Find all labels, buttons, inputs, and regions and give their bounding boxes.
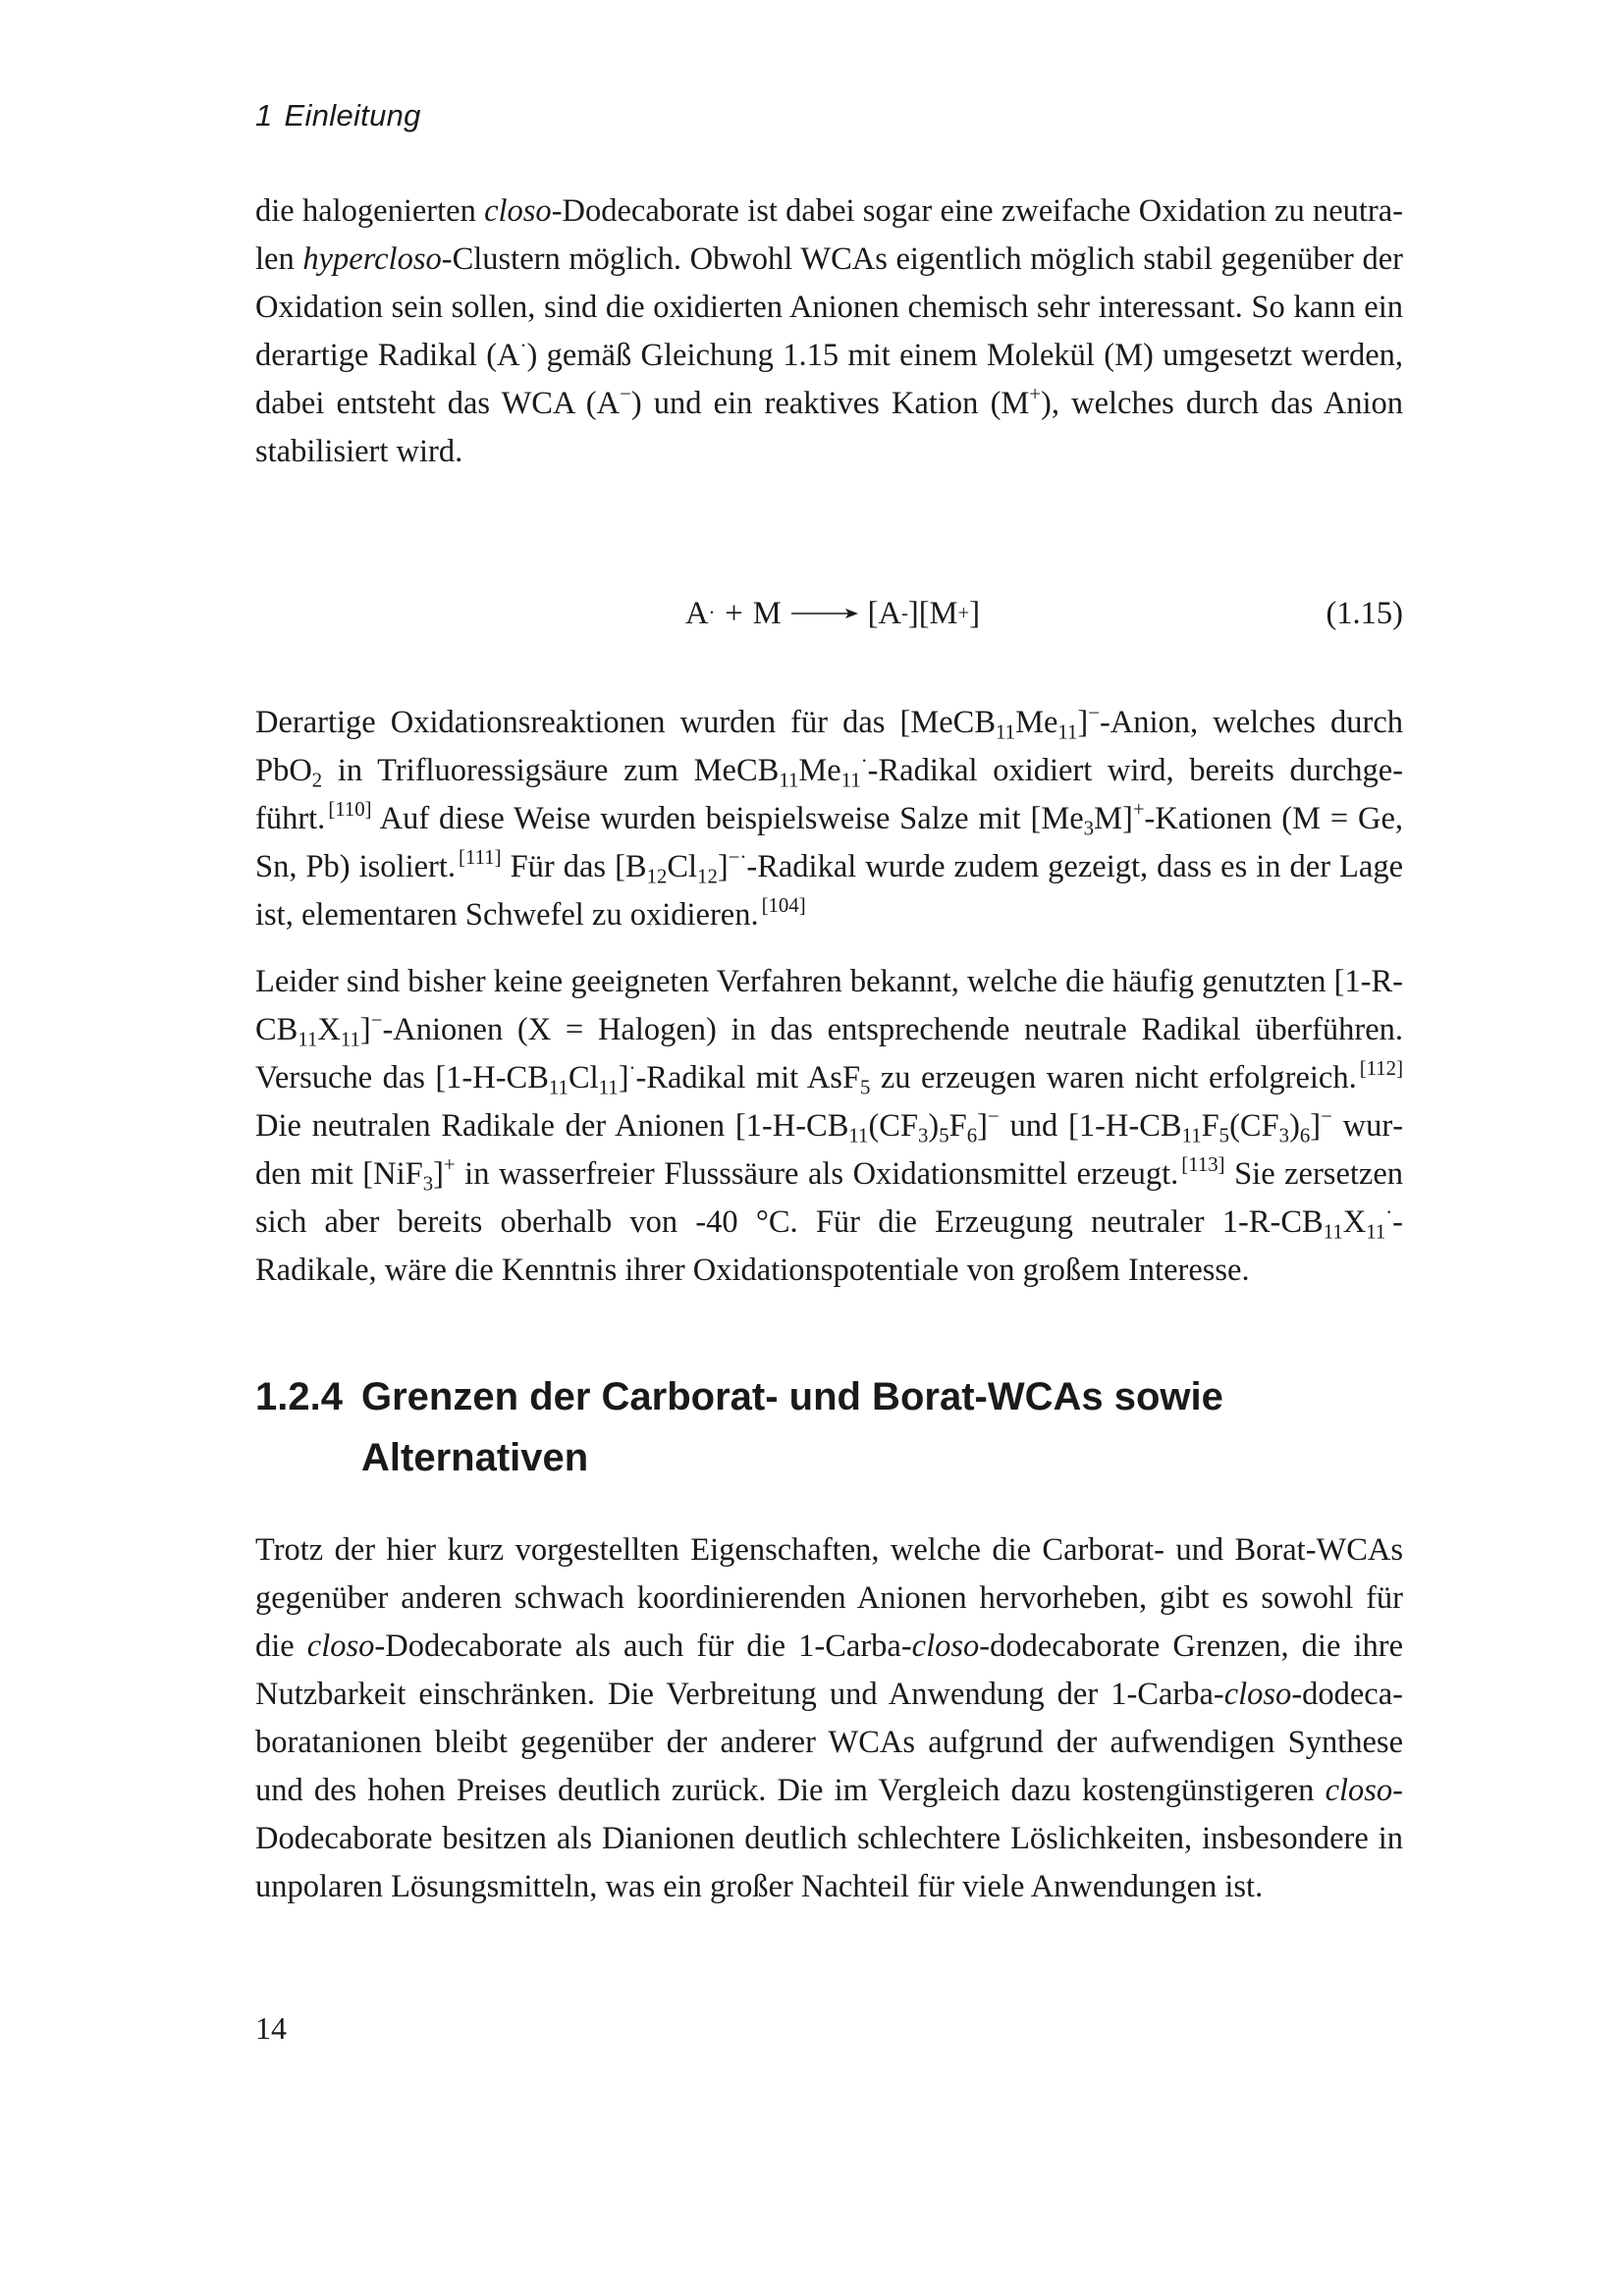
text-run: -Dodecaborate besitzen als Dianionen deutlich schlechtere Löslichkeiten, insbesondere in unpolaren Lösungsmitteln, was ein großer Nachteil für viele Anwendungen ist. (255, 1773, 1403, 1904)
paragraph-oxidation-reactions (255, 699, 1403, 939)
eq-plus: + (725, 595, 743, 631)
subscript: 11 (779, 769, 799, 792)
superscript: − (620, 383, 631, 406)
subscript: 12 (646, 865, 668, 888)
page-number: 14 (255, 2010, 287, 2046)
superscript: − (1088, 702, 1100, 725)
text-run: (CF (1229, 1108, 1279, 1144)
text-run: ) gemäß Gleichung 1.15 mit einem Molekül (M) umgesetzt werden, dabei entsteht das WCA (A (255, 338, 1404, 421)
running-header (255, 98, 421, 133)
text-run: ] (717, 849, 729, 884)
subscript: 5 (1218, 1124, 1230, 1148)
text-run: -Dodecaborate ist dabei sogar eine zweifache Oxidation zu neutralen (255, 193, 1403, 277)
text-run: ), welches durch das Anion stabilisiert wird. (255, 386, 1403, 469)
subscript: 3 (1083, 817, 1095, 840)
superscript: · (628, 1057, 636, 1081)
text-run: ] (359, 1012, 371, 1047)
italic-term: closo (1325, 1773, 1393, 1808)
text-run: M] (1094, 801, 1133, 836)
text-run: F (1201, 1108, 1219, 1144)
superscript: − (987, 1105, 1000, 1129)
text-run: Leider sind bisher keine geeigneten Verfahren bekannt, welche die häufig genutzten [1-R-CB (255, 964, 1403, 1047)
text-run: -Radikal wurde zudem gezeigt, dass es in der Lage ist, elementaren Schwefel zu oxidieren. (255, 849, 1403, 933)
paragraph-radical-generation (255, 958, 1403, 1295)
text-run: Für das [B (501, 849, 647, 884)
paragraph-limitations (255, 1526, 1403, 1911)
subscript: 11 (1366, 1220, 1386, 1244)
subscript: 11 (1323, 1220, 1343, 1244)
text-run: in wasserfreier Flusssäure als Oxidationsmittel erzeugt. (455, 1156, 1179, 1192)
subscript: 3 (1278, 1124, 1290, 1148)
chapter-number: 1 (255, 98, 273, 133)
subscript: 12 (697, 865, 718, 888)
citation-ref[interactable]: [110] (328, 798, 372, 822)
eq-product-close: ] (969, 595, 981, 631)
equation-number: (1.15) (1326, 596, 1403, 631)
text-run: Sie zersetzen sich aber bereits oberhalb von -40 °C. Für die Erzeugung neutraler 1-R-CB (255, 1156, 1403, 1240)
italic-term: closo (306, 1629, 375, 1664)
citation-ref[interactable]: [111] (459, 846, 502, 870)
subscript: 11 (840, 769, 861, 792)
superscript: · (519, 335, 527, 358)
subscript: 11 (1181, 1124, 1202, 1148)
italic-term: hypercloso (302, 241, 442, 277)
text-run: X (317, 1012, 341, 1047)
paragraph-oxidation-intro (255, 187, 1403, 476)
subscript: 2 (311, 769, 323, 792)
text-run: wurden mit [NiF (255, 1108, 1404, 1192)
superscript: + (1132, 798, 1145, 822)
text-run: Me (1015, 705, 1058, 740)
text-run: ) und ein reaktives Kation (M (630, 386, 1030, 421)
eq-reactant-m: M (752, 595, 782, 631)
subscript: 11 (340, 1028, 360, 1051)
italic-term: closo (1223, 1677, 1292, 1712)
eq-product-cation: ][M (907, 595, 958, 631)
superscript: −· (728, 846, 747, 870)
text-run: ) (1289, 1108, 1300, 1144)
italic-term: closo (911, 1629, 980, 1664)
superscript: · (1385, 1201, 1393, 1225)
text-run: die halogenierten (255, 193, 485, 229)
citation-ref[interactable]: [112] (1359, 1057, 1403, 1081)
text-run: F (948, 1108, 967, 1144)
text-run: und [1-H-CB (999, 1108, 1182, 1144)
italic-term: closo (484, 193, 552, 229)
chapter-title: Einleitung (284, 98, 421, 133)
text-run: -dodecaboratanionen bleibt gegenüber der anderer WCAs aufgrund der aufwendigen Synthese und des hohen Preises deutlich zurück. Die im Vergleich dazu kostengünstigeren (255, 1677, 1403, 1808)
reaction-arrow-icon (791, 607, 858, 620)
text-run: ] (433, 1156, 444, 1192)
section-title: Grenzen der Carborat- und Borat-WCAs sowie Alternativen (361, 1375, 1223, 1479)
text-run: Derartige Oxidationsreaktionen wurden für das [MeCB (255, 705, 997, 740)
equation-body: A · + M [A - ][M + ] (685, 595, 981, 631)
text-run: Me (798, 753, 841, 788)
subscript: 5 (860, 1076, 871, 1099)
text-run: Cl (667, 849, 698, 884)
eq-reactant-a: A (685, 595, 709, 631)
text-run: zu erzeugen waren nicht erfolgreich. (870, 1060, 1357, 1095)
subscript: 6 (1299, 1124, 1311, 1148)
text-run: -Radikal mit AsF (635, 1060, 861, 1095)
subscript: 6 (966, 1124, 978, 1148)
text-run: Trotz der hier kurz vorgestellten Eigenschaften, welche die Carborat- und Borat-WCAs gegenüber anderen schwach koordinierenden Anionen hervorheben, gibt es sowohl für die (255, 1532, 1403, 1664)
equation-1-15 (255, 589, 1403, 638)
subscript: 3 (918, 1124, 929, 1148)
text-run: ] (618, 1060, 629, 1095)
text-run: Cl (568, 1060, 599, 1095)
subscript: 11 (598, 1076, 619, 1099)
subscript: 5 (939, 1124, 949, 1148)
citation-ref[interactable]: [113] (1181, 1153, 1225, 1177)
superscript: + (1029, 383, 1042, 406)
text-run: -Dodecaborate als auch für die 1-Carba- (374, 1629, 912, 1664)
superscript: − (1321, 1105, 1332, 1129)
subscript: 3 (422, 1172, 434, 1196)
text-run: X (1342, 1204, 1367, 1240)
subscript: 11 (848, 1124, 869, 1148)
subscript: 11 (298, 1028, 318, 1051)
text-run: in Trifluoressigsäure zum MeCB (322, 753, 780, 788)
text-run: -Radikal oxidiert wird, bereits durchgeführt. (255, 753, 1403, 836)
text-run: ) (928, 1108, 940, 1144)
subscript: 11 (996, 721, 1016, 744)
eq-product-anion: [A (867, 595, 901, 631)
citation-ref[interactable]: [104] (761, 894, 806, 918)
subscript: 11 (1057, 721, 1078, 744)
text-run: Auf diese Weise wurden beispielsweise Salze mit [Me (371, 801, 1084, 836)
subscript: 11 (548, 1076, 568, 1099)
superscript: · (860, 750, 868, 774)
text-run: -Clustern möglich. Obwohl WCAs eigentlich möglich stabil gegenüber der Oxidation sein sollen, sind die oxidierten Anionen chemisch sehr interessant. So kann ein derartige Radikal (A (255, 241, 1403, 373)
text-run: ] (1077, 705, 1089, 740)
text-run: -Radikale, wäre die Kenntnis ihrer Oxidationspotentiale von großem Interesse. (255, 1204, 1403, 1288)
text-run: -Kationen (M = Ge, Sn, Pb) isoliert. (255, 801, 1403, 884)
superscript: − (370, 1009, 383, 1033)
superscript: + (443, 1153, 456, 1177)
text-run: -Anion, welches durch PbO (255, 705, 1403, 788)
section-heading (255, 1366, 1403, 1488)
text-run: ] (1310, 1108, 1322, 1144)
text-run: -dodecaborate Grenzen, die ihre Nutzbarkeit einschränken. Die Verbreitung und Anwendung der 1-Carba- (255, 1629, 1403, 1712)
text-run: ] (977, 1108, 988, 1144)
section-number: 1.2.4 (255, 1375, 343, 1418)
text-run: Die neutralen Radikale der Anionen [1-H-CB (255, 1108, 849, 1144)
text-run: -Anionen (X = Halogen) in das entsprechende neutrale Radikal überführen. Versuche das [1-H-CB (255, 1012, 1403, 1095)
text-run: (CF (868, 1108, 919, 1144)
